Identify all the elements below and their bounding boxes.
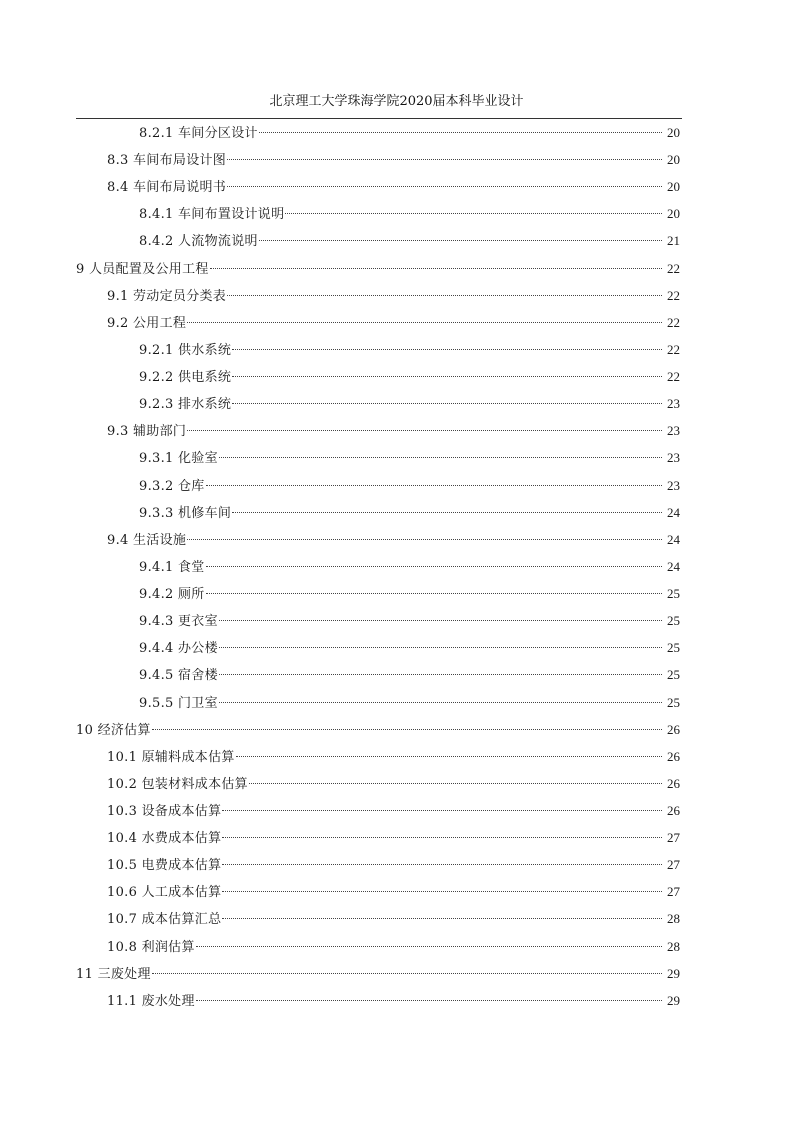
toc-entry-page-number: 23: [667, 396, 680, 412]
dot-leader: [187, 430, 662, 431]
toc-entry-label: 10.4 水费成本估算: [107, 831, 222, 847]
toc-entry-page-number: 20: [667, 206, 680, 222]
toc-entry[interactable]: [139, 444, 680, 471]
dot-leader: [196, 1000, 662, 1001]
dot-leader: [196, 946, 662, 947]
toc-entry-page-number: 24: [667, 504, 680, 520]
toc-entry-page-number: 20: [667, 179, 680, 195]
toc-entry[interactable]: [107, 526, 680, 553]
toc-entry-label: 10.7 成本估算汇总: [107, 912, 222, 928]
toc-entry[interactable]: [139, 607, 680, 634]
toc-entry-label: 9.4.1 食堂: [139, 559, 205, 575]
toc-entry-page-number: 25: [667, 694, 680, 710]
toc-entry[interactable]: [107, 933, 680, 960]
toc-entry-page-number: 27: [667, 884, 680, 900]
dot-leader: [152, 973, 662, 974]
toc-entry[interactable]: [107, 905, 680, 932]
dot-leader: [222, 891, 662, 892]
toc-entry[interactable]: [76, 255, 680, 282]
dot-leader: [187, 322, 662, 323]
toc-entry-label: 9.4.2 厕所: [139, 587, 205, 603]
toc-entry-label: 9.4 生活设施: [107, 532, 187, 548]
toc-entry[interactable]: [107, 770, 680, 797]
toc-entry[interactable]: [139, 634, 680, 661]
toc-entry-label: 9.3.3 机修车间: [139, 505, 232, 521]
toc-entry-page-number: 26: [667, 748, 680, 764]
dot-leader: [206, 593, 662, 594]
toc-entry-label: 8.4 车间布局说明书: [107, 180, 227, 196]
toc-entry-page-number: 23: [667, 477, 680, 493]
dot-leader: [219, 647, 662, 648]
dot-leader: [259, 132, 662, 133]
toc-entry-label: 10.6 人工成本估算: [107, 885, 222, 901]
toc-entry-page-number: 25: [667, 586, 680, 602]
dot-leader: [222, 810, 662, 811]
toc-entry-label: 9.2.1 供水系统: [139, 342, 232, 358]
header-title: 北京理工大学珠海学院2020届本科毕业设计: [269, 94, 524, 109]
dot-leader: [249, 783, 662, 784]
dot-leader: [227, 159, 662, 160]
toc-entry[interactable]: [107, 797, 680, 824]
toc-entry-page-number: 25: [667, 667, 680, 683]
toc-entry[interactable]: [139, 499, 680, 526]
dot-leader: [232, 512, 662, 513]
toc-entry-label: 9.2.3 排水系统: [139, 397, 232, 413]
toc-entry-page-number: 27: [667, 830, 680, 846]
dot-leader: [227, 295, 662, 296]
toc-entry[interactable]: [107, 146, 680, 173]
toc-entry-page-number: 22: [667, 260, 680, 276]
toc-entry[interactable]: [139, 200, 680, 227]
toc-entry-label: 10.5 电费成本估算: [107, 858, 222, 874]
toc-entry-page-number: 24: [667, 531, 680, 547]
dot-leader: [232, 376, 662, 377]
toc-entry[interactable]: [107, 282, 680, 309]
toc-entry-page-number: 28: [667, 911, 680, 927]
toc-entry-label: 9.3.2 仓库: [139, 478, 205, 494]
toc-entry-label: 10.1 原辅料成本估算: [107, 749, 235, 765]
toc-entry-page-number: 23: [667, 450, 680, 466]
toc-entry-page-number: 27: [667, 857, 680, 873]
toc-entry-label: 9.2 公用工程: [107, 315, 187, 331]
toc-entry[interactable]: [76, 960, 680, 987]
toc-entry-label: 9.4.3 更衣室: [139, 614, 218, 630]
dot-leader: [222, 864, 662, 865]
toc-entry[interactable]: [107, 173, 680, 200]
toc-entry[interactable]: [139, 336, 680, 363]
toc-entry[interactable]: [107, 743, 680, 770]
toc-entry-page-number: 25: [667, 613, 680, 629]
toc-entry-label: 9.5.5 门卫室: [139, 695, 218, 711]
toc-entry-page-number: 22: [667, 341, 680, 357]
toc-entry-label: 9.3 辅助部门: [107, 424, 187, 440]
toc-entry-page-number: 23: [667, 423, 680, 439]
toc-entry-label: 8.3 车间布局设计图: [107, 153, 227, 169]
toc-entry-label: 9 人员配置及公用工程: [76, 261, 209, 277]
toc-entry-page-number: 26: [667, 721, 680, 737]
dot-leader: [285, 213, 662, 214]
toc-entry[interactable]: [107, 851, 680, 878]
dot-leader: [219, 674, 662, 675]
toc-entry-label: 11 三废处理: [76, 966, 151, 982]
toc-entry-label: 9.2.2 供电系统: [139, 370, 232, 386]
toc-entry-page-number: 20: [667, 125, 680, 140]
toc-entry[interactable]: [139, 390, 680, 417]
dot-leader: [222, 837, 662, 838]
toc-entry-page-number: 22: [667, 287, 680, 303]
toc-entry[interactable]: [107, 417, 680, 444]
dot-leader: [219, 702, 662, 703]
toc-entry-label: 10.2 包装材料成本估算: [107, 776, 248, 792]
dot-leader: [232, 403, 662, 404]
toc-entry-label: 10.3 设备成本估算: [107, 804, 222, 819]
page-header: [0, 93, 793, 111]
toc-entry[interactable]: [139, 689, 680, 716]
toc-entry[interactable]: [139, 227, 680, 254]
toc-entry[interactable]: [139, 363, 680, 390]
dot-leader: [206, 485, 662, 486]
dot-leader: [222, 918, 662, 919]
toc-entry-page-number: 26: [667, 803, 680, 818]
dot-leader: [219, 620, 662, 621]
toc-entry-label: 10 经济估算: [76, 722, 151, 738]
toc-entry-page-number: 25: [667, 640, 680, 656]
toc-entry-label: 9.1 劳动定员分类表: [107, 288, 227, 304]
toc-entry-label: 8.4.1 车间布置设计说明: [139, 207, 285, 223]
toc-entry-page-number: 22: [667, 314, 680, 330]
toc-entry[interactable]: [107, 878, 680, 905]
dot-leader: [232, 349, 662, 350]
toc-entry-page-number: 20: [667, 152, 680, 168]
toc-entry[interactable]: [107, 309, 680, 336]
dot-leader: [259, 240, 662, 241]
toc-entry-label: 8.2.1 车间分区设计: [139, 126, 258, 141]
toc-entry-label: 8.4.2 人流物流说明: [139, 234, 258, 250]
toc-entry[interactable]: [139, 119, 680, 146]
toc-entry-page-number: 28: [667, 938, 680, 954]
toc-entry-page-number: 29: [667, 992, 680, 1008]
toc-entry-page-number: 22: [667, 369, 680, 385]
toc-entry[interactable]: [139, 580, 680, 607]
toc-entry[interactable]: [107, 824, 680, 851]
toc-entry-label: 9.4.5 宿舍楼: [139, 668, 218, 684]
toc-entry[interactable]: [139, 553, 680, 580]
toc-entry-label: 11.1 废水处理: [107, 993, 195, 1009]
toc-entry[interactable]: [107, 987, 680, 1014]
dot-leader: [187, 539, 662, 540]
dot-leader: [227, 186, 662, 187]
toc-entry-label: 10.8 利润估算: [107, 939, 195, 955]
dot-leader: [206, 566, 662, 567]
dot-leader: [219, 457, 662, 458]
toc-entry[interactable]: [76, 716, 680, 743]
toc-entry-page-number: 26: [667, 775, 680, 791]
toc-entry-page-number: 29: [667, 965, 680, 981]
toc-entry[interactable]: [139, 472, 680, 499]
dot-leader: [236, 756, 662, 757]
toc-entry-page-number: 21: [667, 233, 680, 249]
dot-leader: [210, 268, 662, 269]
dot-leader: [152, 729, 662, 730]
toc-entry-label: 9.3.1 化验室: [139, 451, 218, 467]
toc-entry-label: 9.4.4 办公楼: [139, 641, 218, 657]
toc-entry-page-number: 24: [667, 558, 680, 574]
toc-entry[interactable]: [139, 661, 680, 688]
